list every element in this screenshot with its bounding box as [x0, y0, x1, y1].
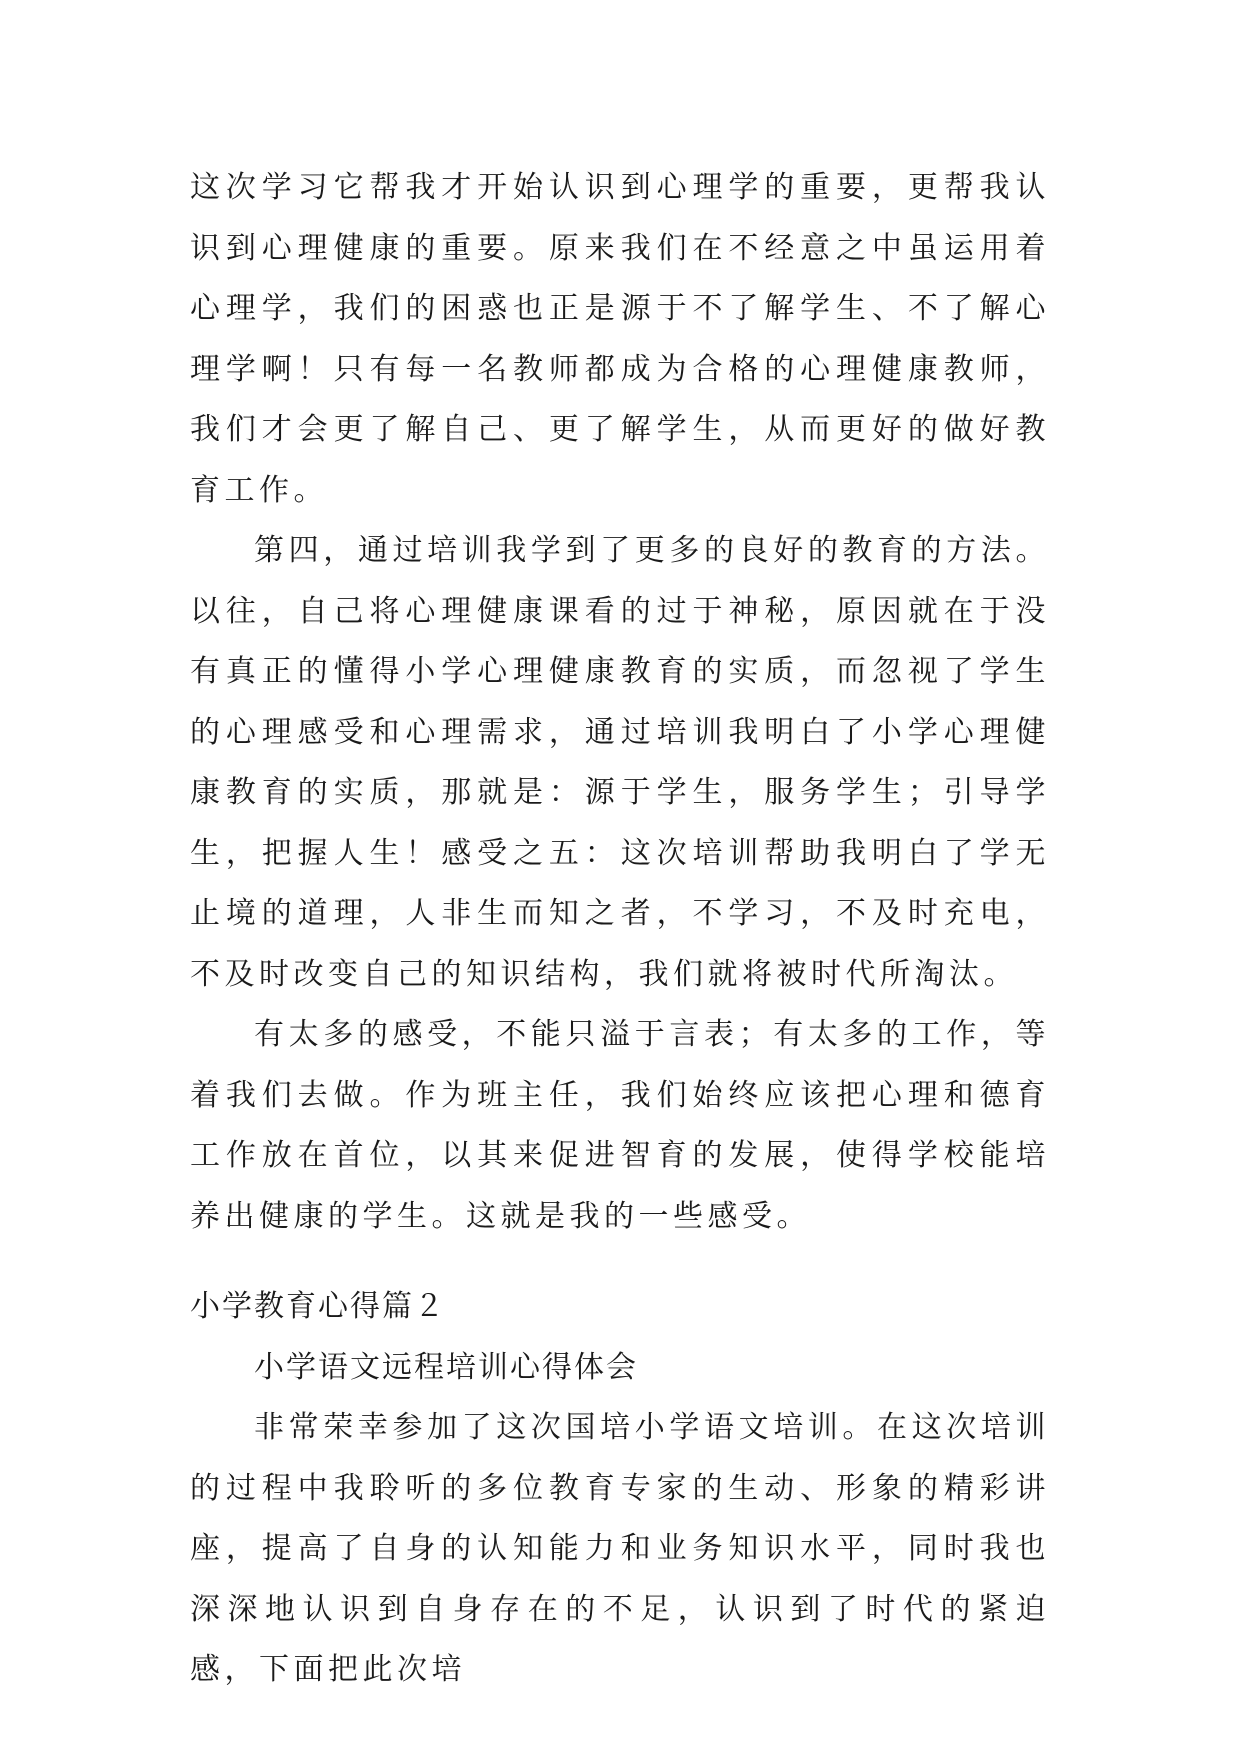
document-body	[190, 158, 1050, 1701]
section-spacer	[190, 1247, 1050, 1277]
section-heading: 小学教育心得篇２	[190, 1289, 446, 1324]
paragraph-closing-feelings: 有太多的感受，不能只溢于言表；有太多的工作，等着我们去做。作为班主任，我们始终应该把心理和德育工作放在首位，以其来促进智育的发展，使得学校能培养出健康的学生。这就是我的一些感受。	[190, 1017, 1050, 1234]
paragraph-training-intro: 非常荣幸参加了这次国培小学语文培训。在这次培训的过程中我聆听的多位教育专家的生动、形象的精彩讲座，提高了自身的认知能力和业务知识水平，同时我也深深地认识到自身存在的不足，认识到了时代的紧迫感，下面把此次培	[190, 1410, 1050, 1687]
paragraph-psychology-importance: 这次学习它帮我才开始认识到心理学的重要，更帮我认识到心理健康的重要。原来我们在不经意之中虽运用着心理学，我们的困惑也正是源于不了解学生、不了解心理学啊！只有每一名教师都成为合格的心理健康教师，我们才会更了解自己、更了解学生，从而更好的做好教育工作。	[190, 170, 1050, 508]
paragraph-fourth-point: 第四，通过培训我学到了更多的良好的教育的方法。以往，自己将心理健康课看的过于神秘，原因就在于没有真正的懂得小学心理健康教育的实质，而忽视了学生的心理感受和心理需求，通过培训我明白了小学心理健康教育的实质，那就是：源于学生，服务学生；引导学生，把握人生！感受之五：这次培训帮助我明白了学无止境的道理，人非生而知之者，不学习，不及时充电，不及时改变自己的知识结构，我们就将被时代所淘汰。	[190, 533, 1050, 992]
section-subtitle: 小学语文远程培训心得体会	[254, 1349, 638, 1385]
